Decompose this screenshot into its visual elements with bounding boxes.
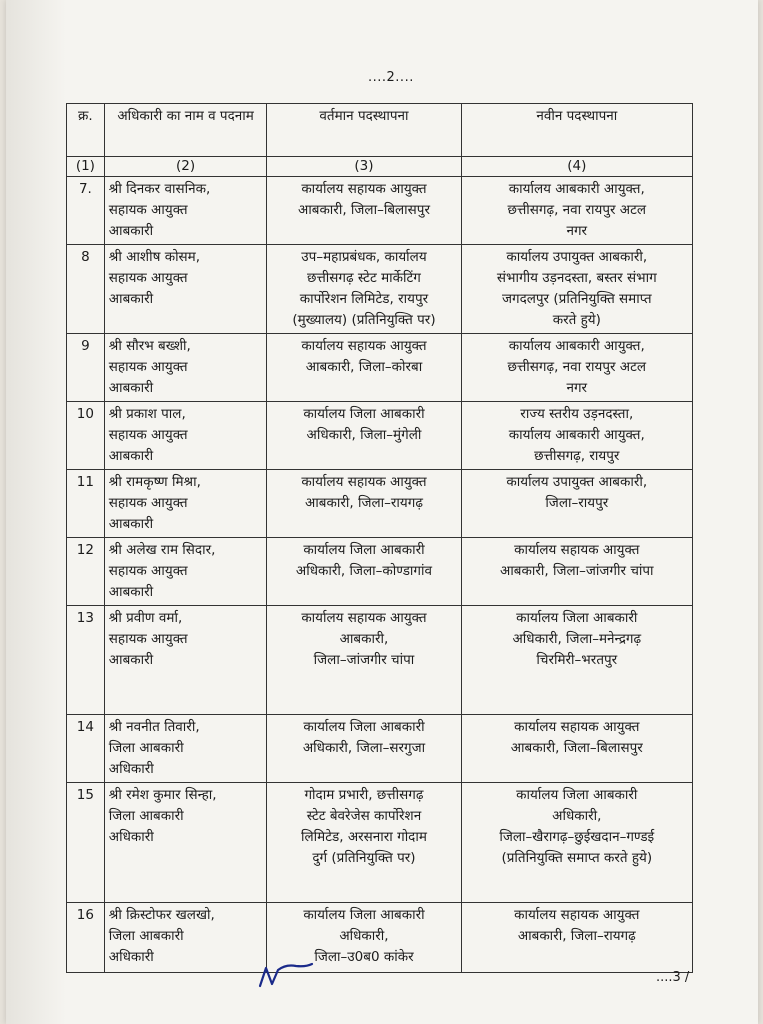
- cell-line: अधिकारी, जिला–मुंगेली: [306, 427, 422, 443]
- cell-line: नगर: [566, 223, 588, 239]
- cell-line: जिला–खैरागढ़–छुईखदान–गण्डई: [499, 829, 655, 845]
- cell-line: आबकारी, जिला–रायगढ़: [517, 928, 636, 944]
- cell-line: अधिकारी, जिला–सरगुजा: [302, 740, 426, 756]
- current-posting-cell: [267, 470, 461, 538]
- cell-line: कार्यालय सहायक आयुक्त: [514, 542, 640, 558]
- serial-number-cell: 16: [67, 903, 105, 973]
- header-serial: क्र.: [67, 104, 105, 157]
- serial-number-cell: 10: [67, 402, 105, 470]
- table-row: [67, 334, 693, 402]
- cell-line: आबकारी: [108, 380, 154, 396]
- cell-line: श्री नवनीत तिवारी,: [108, 719, 200, 735]
- cell-line: श्री दिनकर वासनिक,: [108, 181, 211, 197]
- current-posting-cell: [267, 402, 461, 470]
- new-posting-cell: [461, 538, 692, 606]
- cell-line: कार्पोरेशन लिमिटेड, रायपुर: [299, 291, 429, 307]
- transfer-table: [66, 103, 693, 973]
- cell-line: गोदाम प्रभारी, छत्तीसगढ़: [304, 787, 424, 803]
- cell-line: जिला–उ0ब0 कांकेर: [314, 949, 414, 965]
- cell-line: सहायक आयुक्त: [108, 202, 188, 218]
- cell-line: कार्यालय सहायक आयुक्त: [514, 719, 640, 735]
- cell-line: छत्तीसगढ़ स्टेट मार्केटिंग: [307, 270, 421, 286]
- current-posting-cell: [267, 538, 461, 606]
- cell-line: कार्यालय जिला आबकारी: [516, 787, 638, 803]
- table-row: [67, 245, 693, 334]
- current-posting-cell: [267, 783, 461, 903]
- cell-line: अधिकारी, जिला–मनेन्द्रगढ़: [512, 631, 642, 647]
- cell-line: आबकारी, जिला–बिलासपुर: [297, 202, 430, 218]
- cell-line: सहायक आयुक्त: [108, 631, 188, 647]
- cell-line: आबकारी, जिला–रायगढ़: [305, 495, 423, 511]
- cell-line: जिला आबकारी: [108, 928, 184, 944]
- cell-line: आबकारी: [108, 516, 154, 532]
- document-page: [6, 0, 758, 1024]
- page-number-bottom: ....3 /: [656, 970, 690, 985]
- current-posting-cell: [267, 334, 461, 402]
- officer-cell: [104, 715, 267, 783]
- cell-line: कार्यालय जिला आबकारी: [303, 542, 425, 558]
- header-officer: अधिकारी का नाम व पदनाम: [104, 104, 267, 157]
- table-row: [67, 715, 693, 783]
- cell-line: अधिकारी, जिला–कोण्डागांव: [295, 563, 433, 579]
- cell-line: कार्यालय सहायक आयुक्त: [301, 338, 427, 354]
- cell-line: जिला–रायपुर: [545, 495, 609, 511]
- cell-line: अधिकारी: [108, 829, 154, 845]
- table-row: [67, 606, 693, 715]
- new-posting-cell: [461, 715, 692, 783]
- new-posting-cell: [461, 177, 692, 245]
- cell-line: कार्यालय सहायक आयुक्त: [301, 181, 427, 197]
- new-posting-cell: [461, 334, 692, 402]
- cell-line: छत्तीसगढ़, रायपुर: [534, 448, 620, 464]
- cell-line: कार्यालय जिला आबकारी: [516, 610, 638, 626]
- officer-cell: [104, 402, 267, 470]
- cell-line: राज्य स्तरीय उड़नदस्ता,: [520, 406, 634, 422]
- table-row: [67, 903, 693, 973]
- cell-line: अधिकारी,: [339, 928, 389, 944]
- cell-line: आबकारी: [108, 448, 154, 464]
- cell-line: श्री प्रवीण वर्मा,: [108, 610, 183, 626]
- header-new-posting: नवीन पदस्थापना: [461, 104, 692, 157]
- current-posting-cell: [267, 177, 461, 245]
- column-number: (2): [104, 157, 267, 177]
- cell-line: स्टेट बेवरेजेस कार्पोरेशन: [306, 808, 422, 824]
- cell-line: (प्रतिनियुक्ति समाप्त करते हुये): [501, 850, 653, 866]
- cell-line: चिरमिरी–भरतपुर: [536, 652, 618, 668]
- page-number-top: ....2....: [368, 70, 414, 85]
- table-row: [67, 177, 693, 245]
- cell-line: श्री रामकृष्ण मिश्रा,: [108, 474, 201, 490]
- serial-number-cell: 7.: [67, 177, 105, 245]
- table-row: [67, 538, 693, 606]
- cell-line: आबकारी, जिला–जांजगीर चांपा: [500, 563, 654, 579]
- serial-number-cell: 12: [67, 538, 105, 606]
- current-posting-cell: [267, 245, 461, 334]
- cell-line: कार्यालय आबकारी आयुक्त,: [508, 427, 645, 443]
- handwritten-initials: [256, 958, 316, 994]
- cell-line: छत्तीसगढ़, नवा रायपुर अटल: [507, 359, 647, 375]
- cell-line: जिला आबकारी: [108, 808, 184, 824]
- new-posting-cell: [461, 470, 692, 538]
- cell-line: आबकारी, जिला–बिलासपुर: [510, 740, 643, 756]
- cell-line: (मुख्यालय) (प्रतिनियुक्ति पर): [292, 312, 436, 328]
- header-current-posting: वर्तमान पदस्थापना: [267, 104, 461, 157]
- cell-line: कार्यालय सहायक आयुक्त: [301, 610, 427, 626]
- cell-line: श्री सौरभ बख्शी,: [108, 338, 191, 354]
- cell-line: कार्यालय सहायक आयुक्त: [301, 474, 427, 490]
- officer-cell: [104, 245, 267, 334]
- serial-number-cell: 8: [67, 245, 105, 334]
- cell-line: आबकारी, जिला–कोरबा: [305, 359, 423, 375]
- cell-line: आबकारी,: [339, 631, 389, 647]
- cell-line: अधिकारी: [108, 949, 154, 965]
- cell-line: श्री अलेख राम सिदार,: [108, 542, 216, 558]
- cell-line: श्री आशीष कोसम,: [108, 249, 201, 265]
- cell-line: आबकारी: [108, 291, 154, 307]
- cell-line: श्री क्रिस्टोफर खलखो,: [108, 907, 215, 923]
- cell-line: करते हुये): [552, 312, 601, 328]
- cell-line: सहायक आयुक्त: [108, 427, 188, 443]
- cell-line: अधिकारी,: [552, 808, 602, 824]
- cell-line: श्री प्रकाश पाल,: [108, 406, 186, 422]
- column-number: (1): [67, 157, 105, 177]
- officer-cell: [104, 783, 267, 903]
- officer-cell: [104, 470, 267, 538]
- new-posting-cell: [461, 903, 692, 973]
- cell-line: सहायक आयुक्त: [108, 563, 188, 579]
- new-posting-cell: [461, 402, 692, 470]
- cell-line: कार्यालय जिला आबकारी: [303, 907, 425, 923]
- cell-line: कार्यालय आबकारी आयुक्त,: [508, 181, 645, 197]
- cell-line: कार्यालय जिला आबकारी: [303, 406, 425, 422]
- cell-line: सहायक आयुक्त: [108, 359, 188, 375]
- cell-line: आबकारी: [108, 584, 154, 600]
- column-number: (3): [267, 157, 461, 177]
- officer-cell: [104, 177, 267, 245]
- officer-cell: [104, 903, 267, 973]
- new-posting-cell: [461, 783, 692, 903]
- cell-line: छत्तीसगढ़, नवा रायपुर अटल: [507, 202, 647, 218]
- cell-line: कार्यालय उपायुक्त आबकारी,: [506, 249, 648, 265]
- current-posting-cell: [267, 606, 461, 715]
- serial-number-cell: 9: [67, 334, 105, 402]
- table-row: [67, 783, 693, 903]
- cell-line: जिला आबकारी: [108, 740, 184, 756]
- cell-line: आबकारी: [108, 223, 154, 239]
- table-row: [67, 402, 693, 470]
- serial-number-cell: 15: [67, 783, 105, 903]
- cell-line: अधिकारी: [108, 761, 154, 777]
- serial-number-cell: 11: [67, 470, 105, 538]
- cell-line: उप–महाप्रबंधक, कार्यालय: [301, 249, 427, 265]
- cell-line: कार्यालय जिला आबकारी: [303, 719, 425, 735]
- officer-cell: [104, 334, 267, 402]
- cell-line: दुर्ग (प्रतिनियुक्ति पर): [312, 850, 416, 866]
- new-posting-cell: [461, 606, 692, 715]
- officer-cell: [104, 538, 267, 606]
- cell-line: जिला–जांजगीर चांपा: [313, 652, 415, 668]
- serial-number-cell: 13: [67, 606, 105, 715]
- column-number-row: [67, 157, 693, 177]
- table-row: [67, 470, 693, 538]
- cell-line: लिमिटेड, अरसनारा गोदाम: [301, 829, 427, 845]
- cell-line: नगर: [566, 380, 588, 396]
- cell-line: आबकारी: [108, 652, 154, 668]
- cell-line: कार्यालय आबकारी आयुक्त,: [508, 338, 645, 354]
- current-posting-cell: [267, 715, 461, 783]
- column-number: (4): [461, 157, 692, 177]
- cell-line: जगदलपुर (प्रतिनियुक्ति समाप्त: [501, 291, 652, 307]
- table-header-row: [67, 104, 693, 157]
- officer-cell: [104, 606, 267, 715]
- cell-line: कार्यालय उपायुक्त आबकारी,: [506, 474, 648, 490]
- new-posting-cell: [461, 245, 692, 334]
- cell-line: सहायक आयुक्त: [108, 495, 188, 511]
- cell-line: श्री रमेश कुमार सिन्हा,: [108, 787, 217, 803]
- cell-line: सहायक आयुक्त: [108, 270, 188, 286]
- cell-line: संभागीय उड़नदस्ता, बस्तर संभाग: [496, 270, 657, 286]
- serial-number-cell: 14: [67, 715, 105, 783]
- cell-line: कार्यालय सहायक आयुक्त: [514, 907, 640, 923]
